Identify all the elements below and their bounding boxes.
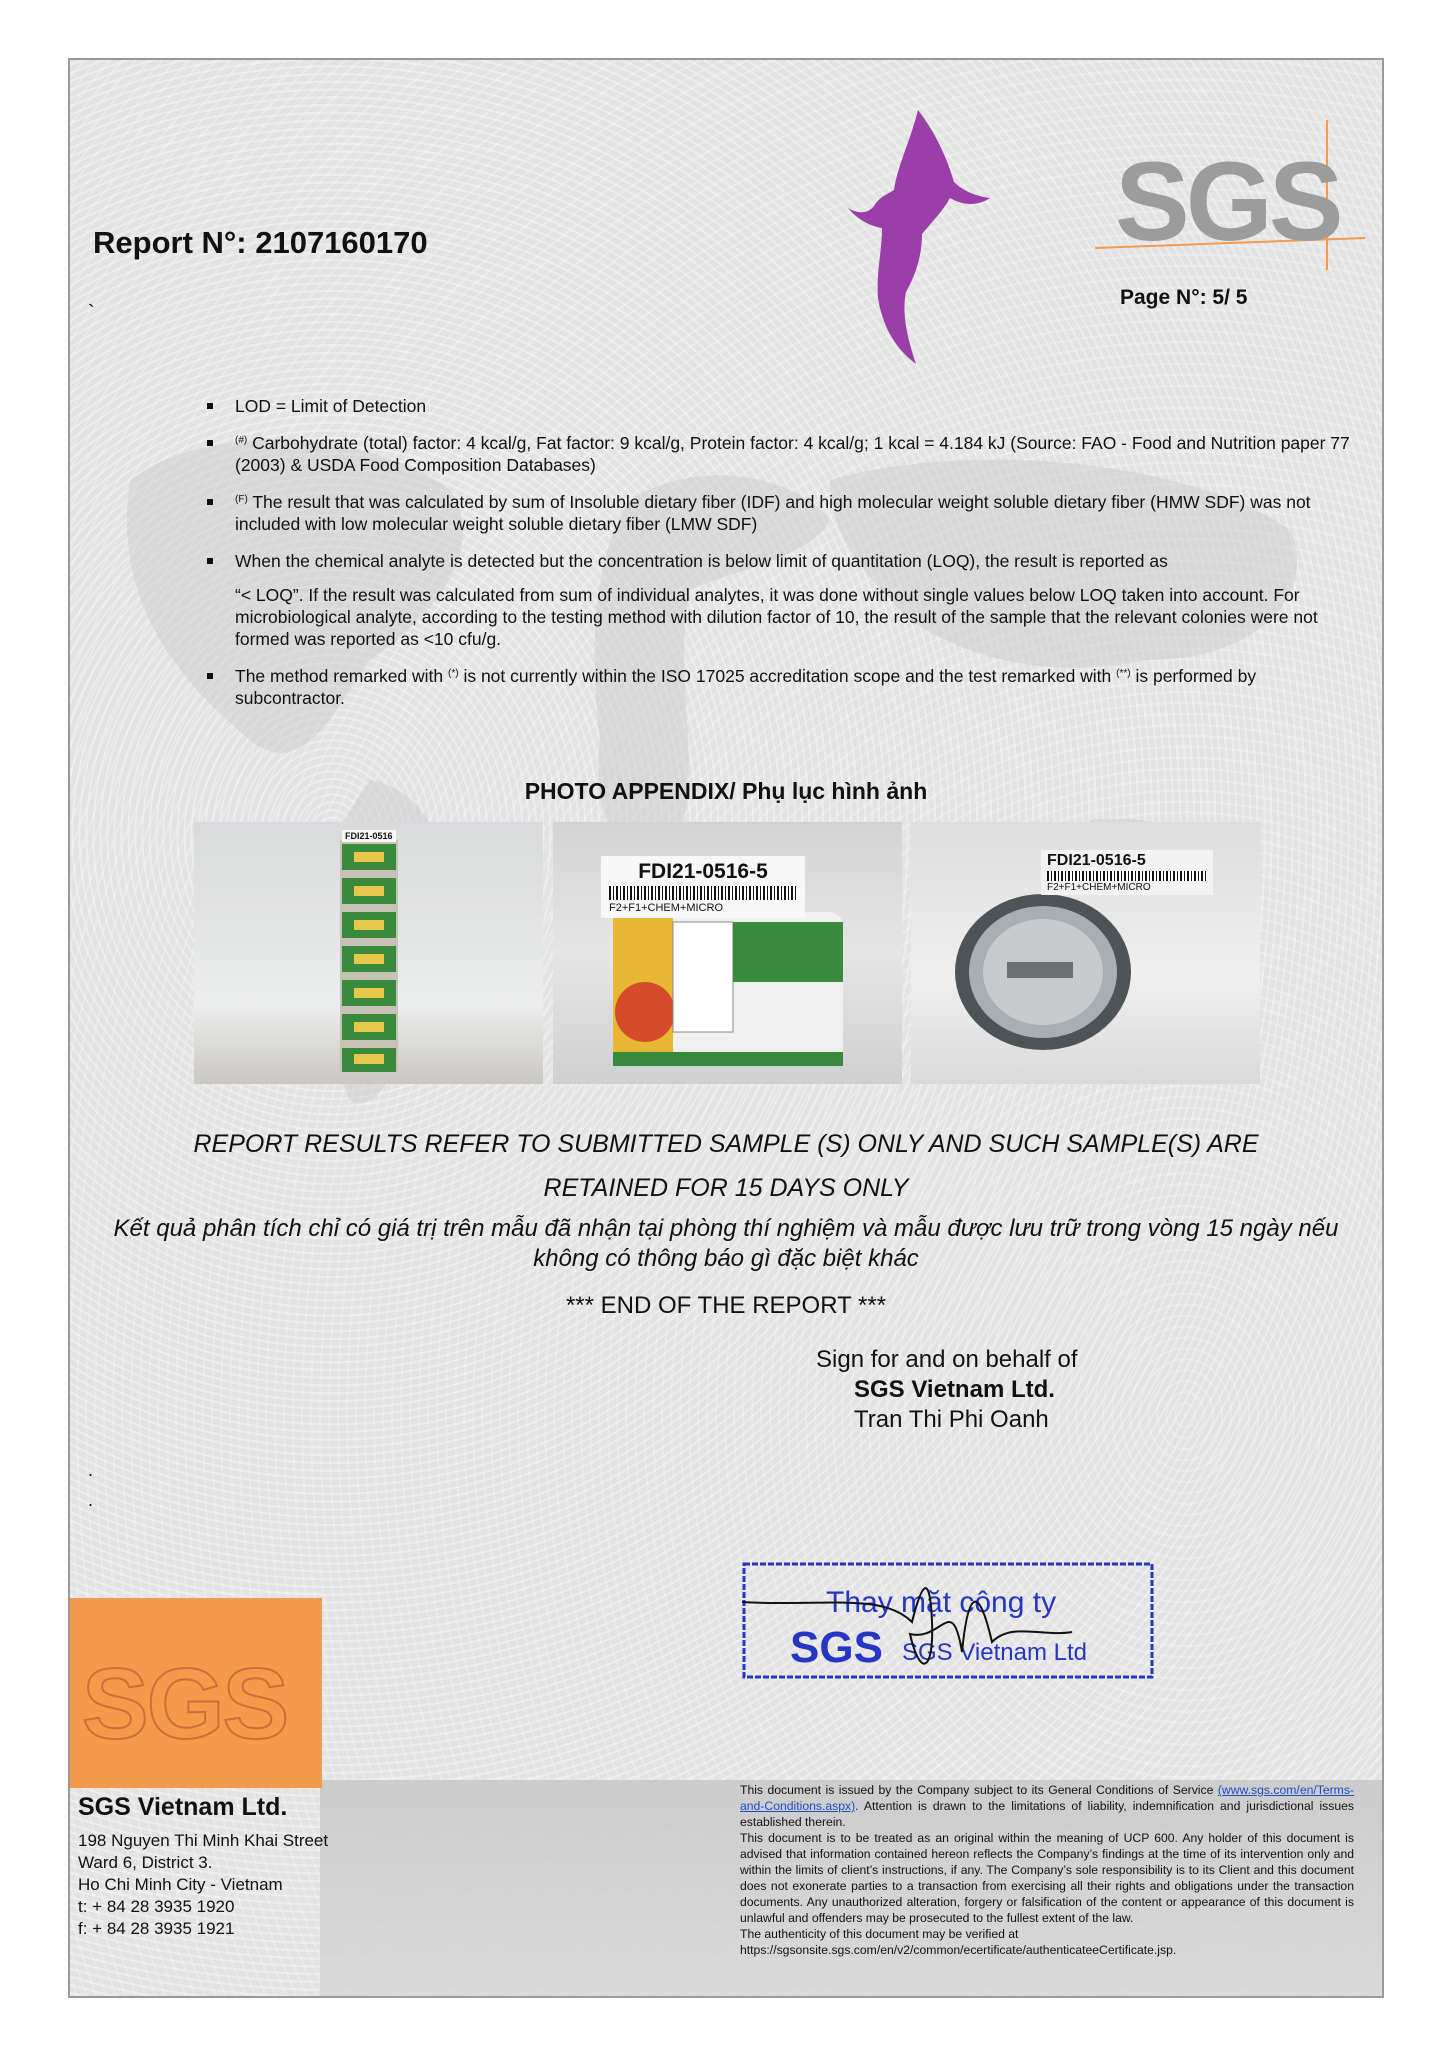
bird-logo-icon: [798, 102, 998, 372]
note-text: When the chemical analyte is detected but the concentration is below limit of quantitation (LOQ), the result is reported as: [235, 551, 1168, 571]
sample-tests: F2+F1+CHEM+MICRO: [1047, 882, 1151, 893]
stray-mark: `: [88, 302, 95, 324]
sign-intro: Sign for and on behalf of: [816, 1346, 1078, 1373]
note-text: (#) Carbohydrate (total) factor: 4 kcal/g, Fat factor: 9 kcal/g, Protein factor: 4 kcal/g; 1 kcal = 4.184 kJ (Source: FAO - Food and Nutrition paper 77 (2003) & USDA Food Composition Databases): [235, 433, 1350, 475]
page-number: Page N°: 5/ 5: [1120, 286, 1248, 309]
photo-can-label: [553, 822, 902, 1084]
disclaimer-line-2: RETAINED FOR 15 DAYS ONLY: [543, 1174, 909, 1202]
bullet-icon: [207, 403, 213, 409]
legal-paragraph-2: This document is to be treated as an original within the meaning of UCP 600. Any holder of this document is advised that information contained hereon reflects the Company’s findings at the time of its intervention only and within the limits of client’s instructions, if any. The Company’s sole responsibility is to its Client and this document does not exonerate parties to a transaction from exercising all their rights and obligations under the transaction documents. Any unauthorized alteration, forgery or falsification of the content or appearance of this document is unlawful and offenders may be prosecuted to the fullest extent of the law.: [740, 1831, 1354, 1925]
note-text: LOD = Limit of Detection: [235, 396, 427, 416]
note-item: [205, 491, 1355, 535]
sample-label: FDI21-0516: [342, 830, 396, 842]
bullet-icon: [207, 673, 213, 679]
company-stamp: [742, 1562, 1154, 1679]
address-ward: Ward 6, District 3.: [78, 1853, 213, 1872]
bullet-icon: [207, 558, 213, 564]
report-number: Report N°: 2107160170: [93, 225, 428, 260]
sample-label: [1041, 850, 1213, 895]
sample-id: FDI21-0516-5: [1047, 852, 1146, 869]
can-stack-image: [194, 822, 543, 1084]
notes-list: [205, 395, 1355, 724]
disclaimer-line-1: REPORT RESULTS REFER TO SUBMITTED SAMPLE (S) ONLY AND SUCH SAMPLE(S) ARE: [193, 1130, 1259, 1158]
phone-number: t: + 84 28 3935 1920: [78, 1897, 235, 1916]
address-city: Ho Chi Minh City - Vietnam: [78, 1875, 283, 1894]
legal-paragraph-1: This document is issued by the Company subject to its General Conditions of Service (www.sgs.com/en/Terms-and-Conditions.aspx). Attention is drawn to the limitations of liability, indemnification and jurisdictional issues established therein.: [740, 1783, 1354, 1829]
legal-paragraph-3: The authenticity of this document may be verified at: [740, 1927, 1019, 1941]
note-item: [205, 432, 1355, 476]
disclaimer-vietnamese: Kết quả phân tích chỉ có giá trị trên mẫu đã nhận tại phòng thí nghiệm và mẫu được lưu trữ trong vòng 15 ngày nếu không có thông báo gì đặc biệt khác: [113, 1215, 1339, 1272]
barcode-icon: [1047, 871, 1207, 881]
note-item: [205, 395, 1355, 417]
sgs-logo-orange: [70, 1598, 322, 1788]
sign-company: SGS Vietnam Ltd.: [854, 1376, 1055, 1403]
photo-can-lid: [911, 822, 1260, 1084]
note-item: [205, 550, 1355, 650]
stray-dot: .: [88, 1490, 94, 1510]
sample-tests: F2+F1+CHEM+MICRO: [609, 902, 723, 914]
fax-number: f: + 84 28 3935 1921: [78, 1919, 235, 1938]
terms-link[interactable]: (www.sgs.com/en/Terms-and-Conditions.aspx): [740, 1783, 1354, 1813]
photo-appendix-title: PHOTO APPENDIX/ Phụ lục hình ảnh: [524, 778, 928, 804]
sample-id: FDI21-0516-5: [638, 860, 768, 883]
bullet-icon: [207, 440, 213, 446]
bullet-icon: [207, 499, 213, 505]
note-text: $^{(F)}$ The result that was calculated by sum of Insoluble dietary fiber (IDF) and high molecular weight soluble dietary fiber (HMW SDF) was not included with low molecular weight soluble dietary fiber (LMW SDF): [235, 492, 1311, 534]
signatory-name: Tran Thi Phi Oanh: [854, 1406, 1049, 1433]
photo-can-stack: [194, 822, 543, 1084]
sgs-orange-logo: [70, 1598, 322, 1788]
stray-dot: .: [88, 1460, 94, 1480]
stamp-line-2: SGS Vietnam Ltd: [902, 1639, 1087, 1666]
address-street: 198 Nguyen Thi Minh Khai Street: [78, 1831, 329, 1850]
sgs-logo-text: SGS: [1115, 139, 1340, 264]
end-of-report: *** END OF THE REPORT ***: [565, 1292, 887, 1319]
stamp-logo: SGS: [790, 1623, 883, 1672]
footer-company-name: SGS Vietnam Ltd.: [78, 1793, 288, 1821]
sgs-logo-top: [1095, 120, 1365, 270]
signature-block: [816, 1345, 1078, 1435]
footer-address: [78, 1830, 328, 1940]
barcode-icon: [609, 886, 797, 900]
legal-disclaimer: [740, 1782, 1354, 1958]
verification-url: https://sgsonsite.sgs.com/en/v2/common/ecertificate/authenticateeCertificate.jsp.: [740, 1943, 1177, 1957]
note-text-continued: “< LOQ”. If the result was calculated from sum of individual analytes, it was done without single values below LOQ taken into account. For microbiological analyte, according to the testing method with dilution factor of 10, the result of the sample that the relevant colonies were not formed was reported as <10 cfu/g.: [235, 585, 1318, 649]
sgs-orange-logo-text: SGS: [82, 1648, 288, 1760]
note-item: [205, 665, 1355, 709]
sample-label: [601, 856, 805, 918]
stamp-line-1: Thay mặt công ty: [826, 1586, 1057, 1619]
note-text: The method remarked with (*) is not currently within the ISO 17025 accreditation scope and the test remarked with (**) is performed by subcontractor.: [235, 666, 1257, 708]
report-page: [68, 58, 1384, 1998]
